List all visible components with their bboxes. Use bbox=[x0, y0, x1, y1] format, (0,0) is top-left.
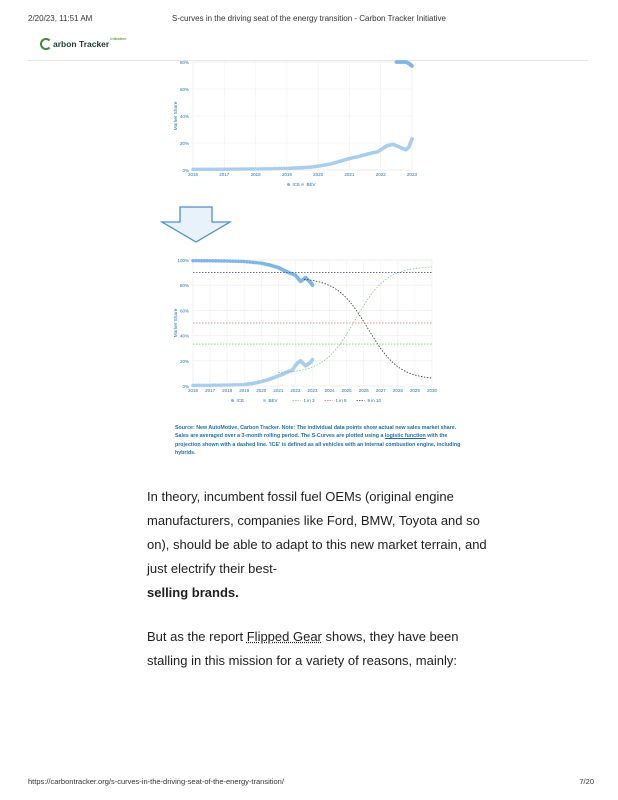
y-tick-label: 80% bbox=[179, 60, 189, 65]
legend-entry: BEV bbox=[306, 182, 316, 187]
source-note bbox=[175, 424, 465, 458]
x-tick-label: 2026 bbox=[358, 388, 369, 393]
x-tick-label: 2027 bbox=[375, 388, 386, 393]
x-tick-label: 2020 bbox=[313, 172, 324, 177]
legend-entry: BEV bbox=[268, 398, 278, 403]
y-axis-label: Market Share bbox=[174, 308, 179, 338]
print-datetime: 2/20/23, 11:51 AM bbox=[28, 14, 93, 23]
x-tick-label: 2016 bbox=[187, 172, 199, 177]
x-tick-label: 2018 bbox=[250, 172, 261, 177]
data-point bbox=[410, 137, 414, 141]
page-number: 7/20 bbox=[579, 777, 594, 786]
logo-text: arbon Tracker bbox=[53, 39, 110, 49]
x-tick-label: 2030 bbox=[426, 388, 438, 393]
chart-1 bbox=[0, 52, 618, 252]
legend-entry: 1 in 3 bbox=[303, 398, 315, 403]
legend-swatch bbox=[231, 399, 234, 402]
down-arrow-icon bbox=[160, 206, 240, 246]
x-tick-label: 2029 bbox=[409, 388, 420, 393]
data-point bbox=[311, 358, 315, 362]
x-tick-label: 2025 bbox=[341, 388, 352, 393]
y-tick-label: 0% bbox=[182, 168, 189, 173]
paragraph-2-after: shows, they have been stalling in this mission for a variety of reasons, mainly: bbox=[147, 629, 459, 668]
x-tick-label: 2017 bbox=[205, 388, 216, 393]
x-tick-label: 2023 bbox=[307, 388, 318, 393]
x-tick-label: 2023 bbox=[406, 172, 418, 177]
legend-entry: ICE bbox=[292, 182, 301, 187]
logo-superscript: initiative bbox=[110, 35, 127, 41]
y-axis-label: Market Share bbox=[174, 101, 179, 131]
y-tick-label: 20% bbox=[179, 358, 189, 364]
source-text-2: with the projection shown with a dashed line. 'ICE' is defined as all vehicles with an internal combustion engine, including hybrids. bbox=[175, 433, 461, 457]
paragraph-1-bold: selling brands. bbox=[147, 585, 239, 600]
x-tick-label: 2022 bbox=[375, 172, 386, 177]
y-tick-label: 40% bbox=[179, 333, 189, 339]
paragraph-1 bbox=[147, 485, 487, 605]
data-point bbox=[410, 64, 414, 68]
y-tick-label: 60% bbox=[179, 87, 189, 92]
paragraph-2 bbox=[147, 625, 487, 673]
x-tick-label: 2020 bbox=[256, 388, 267, 393]
source-text: Source: New AutoMotive, Carbon Tracker. Note: The individual data points show actual new sales market share. Sales are averaged over a 3-month rolling period. The S-Curves are plotted using a bbox=[175, 425, 457, 440]
x-tick-label: 2016 bbox=[187, 388, 199, 393]
legend-swatch bbox=[263, 399, 266, 402]
carbon-tracker-logo[interactable] bbox=[40, 36, 126, 52]
paragraph-2-before: But as the report bbox=[147, 629, 247, 644]
x-tick-label: 2018 bbox=[222, 388, 233, 393]
x-tick-label: 2024 bbox=[324, 388, 335, 393]
logistic-function-link[interactable]: logistic function bbox=[384, 433, 426, 440]
y-tick-label: 60% bbox=[179, 308, 189, 314]
flipped-gear-link[interactable]: Flipped Gear bbox=[246, 629, 322, 644]
legend-entry: 9 in 10 bbox=[367, 398, 382, 403]
y-tick-label: 80% bbox=[179, 283, 189, 289]
legend-entry: ICE bbox=[236, 398, 245, 403]
x-tick-label: 2019 bbox=[239, 388, 250, 393]
legend-swatch bbox=[301, 183, 304, 186]
x-tick-label: 2019 bbox=[281, 172, 292, 177]
x-tick-label: 2021 bbox=[273, 388, 284, 393]
logo-c-icon bbox=[40, 38, 52, 50]
y-tick-label: 100% bbox=[177, 258, 189, 263]
data-point bbox=[311, 283, 315, 287]
legend-swatch bbox=[287, 183, 290, 186]
legend-entry: 1 in 8 bbox=[335, 398, 347, 403]
footer-url: https://carbontracker.org/s-curves-in-the-driving-seat-of-the-energy-transition/ bbox=[28, 777, 284, 786]
y-tick-label: 20% bbox=[179, 141, 189, 146]
print-title: S-curves in the driving seat of the energy transition - Carbon Tracker Initiative bbox=[172, 14, 446, 23]
x-tick-label: 2022 bbox=[290, 388, 301, 393]
y-tick-label: 40% bbox=[179, 114, 189, 119]
x-tick-label: 2028 bbox=[392, 388, 403, 393]
y-tick-label: 0% bbox=[182, 384, 189, 389]
chart-2 bbox=[0, 248, 618, 428]
x-tick-label: 2021 bbox=[344, 172, 355, 177]
x-tick-label: 2017 bbox=[219, 172, 230, 177]
paragraph-1-text: In theory, incumbent fossil fuel OEMs (original engine manufacturers, companies like Ford, BMW, Toyota and so on), should be able to adapt to this new market terrain, and just electrify their best- bbox=[147, 489, 487, 576]
